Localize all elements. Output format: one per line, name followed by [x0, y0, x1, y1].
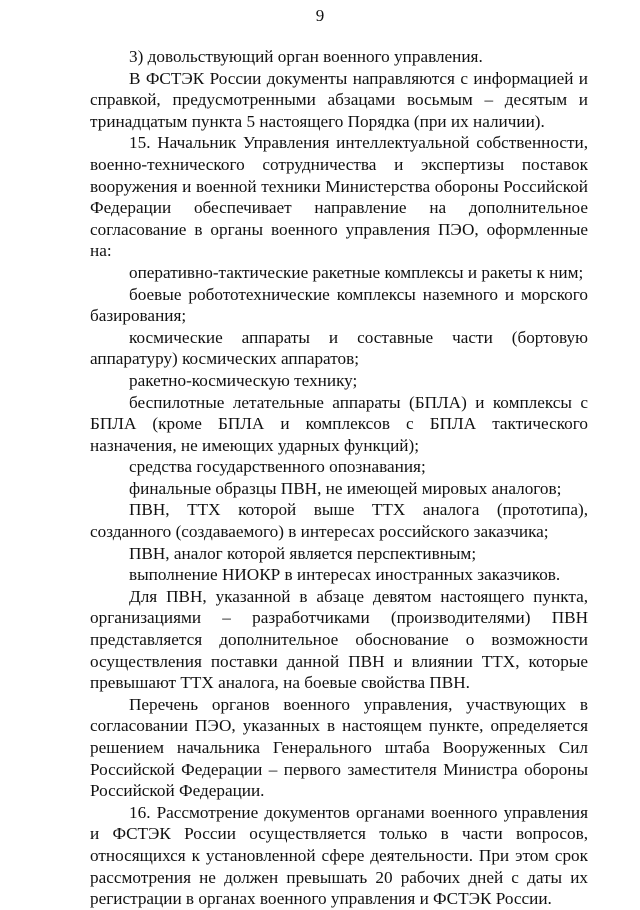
list-item-superior-tth: ПВН, ТТХ которой выше ТТХ аналога (прототипа), созданного (создаваемого) в интересах российского заказчика;: [90, 500, 588, 542]
paragraph-item-15: 15. Начальник Управления интеллектуальной собственности, военно-технического сотрудничества и экспертизы поставок вооружения и военной техники Министерства обороны Российской Федерации обеспечивает направление на дополнительное согласование в органы военного управления ПЭО, оформленные на:: [90, 133, 588, 261]
list-item-perspective-analog: ПВН, аналог которой является перспективным;: [129, 543, 477, 563]
page-number: 9: [315, 6, 325, 25]
list-item-missile-systems: оперативно-тактические ракетные комплексы и ракеты к ним;: [129, 262, 584, 282]
paragraph-fstek-documents: В ФСТЭК России документы направляются с информацией и справкой, предусмотренными абзацами восьмым – десятым и тринадцатым пункта 5 настоящего Порядка (при их наличии).: [90, 68, 588, 131]
list-item-identification: средства государственного опознавания;: [129, 457, 426, 477]
list-item-uav: беспилотные летательные аппараты (БПЛА) и комплексы с БПЛА (кроме БПЛА и комплексов с БПЛА тактического назначения, не имеющих ударных функций);: [90, 392, 588, 455]
list-item-rocket-space: ракетно-космическую технику;: [129, 370, 358, 390]
list-item-final-samples: финальные образцы ПВН, не имеющей мировых аналогов;: [129, 478, 562, 498]
paragraph-item-16: 16. Рассмотрение документов органами военного управления и ФСТЭК России осуществляется только в части вопросов, относящихся к установленной сфере деятельности. При этом срок рассмотрения не должен превышать 20 рабочих дней с даты их регистрации в органах военного управления и ФСТЭК России.: [90, 802, 588, 909]
document-body: [90, 46, 588, 910]
list-item-robotic-systems: боевые робототехнические комплексы наземного и морского базирования;: [90, 284, 588, 326]
list-item-niokr: выполнение НИОКР в интересах иностранных заказчиков.: [129, 565, 561, 585]
list-item-spacecraft: космические аппараты и составные части (бортовую аппаратуру) космических аппаратов;: [90, 327, 588, 369]
paragraph-subpoint-3: 3) довольствующий орган военного управления.: [129, 47, 483, 66]
paragraph-additional-justification: Для ПВН, указанной в абзаце девятом настоящего пункта, организациями – разработчиками (производителями) ПВН представляется дополнительное обоснование о возможности осуществления поставки данной ПВН и влиянии ТТХ, которые превышают ТТХ аналога, на боевые свойства ПВН.: [90, 586, 588, 693]
paragraph-list-of-bodies: Перечень органов военного управления, участвующих в согласовании ПЭО, указанных в настоящем пункте, определяется решением начальника Генерального штаба Вооруженных Сил Российской Федерации – первого заместителя Министра обороны Российской Федерации.: [90, 694, 588, 801]
